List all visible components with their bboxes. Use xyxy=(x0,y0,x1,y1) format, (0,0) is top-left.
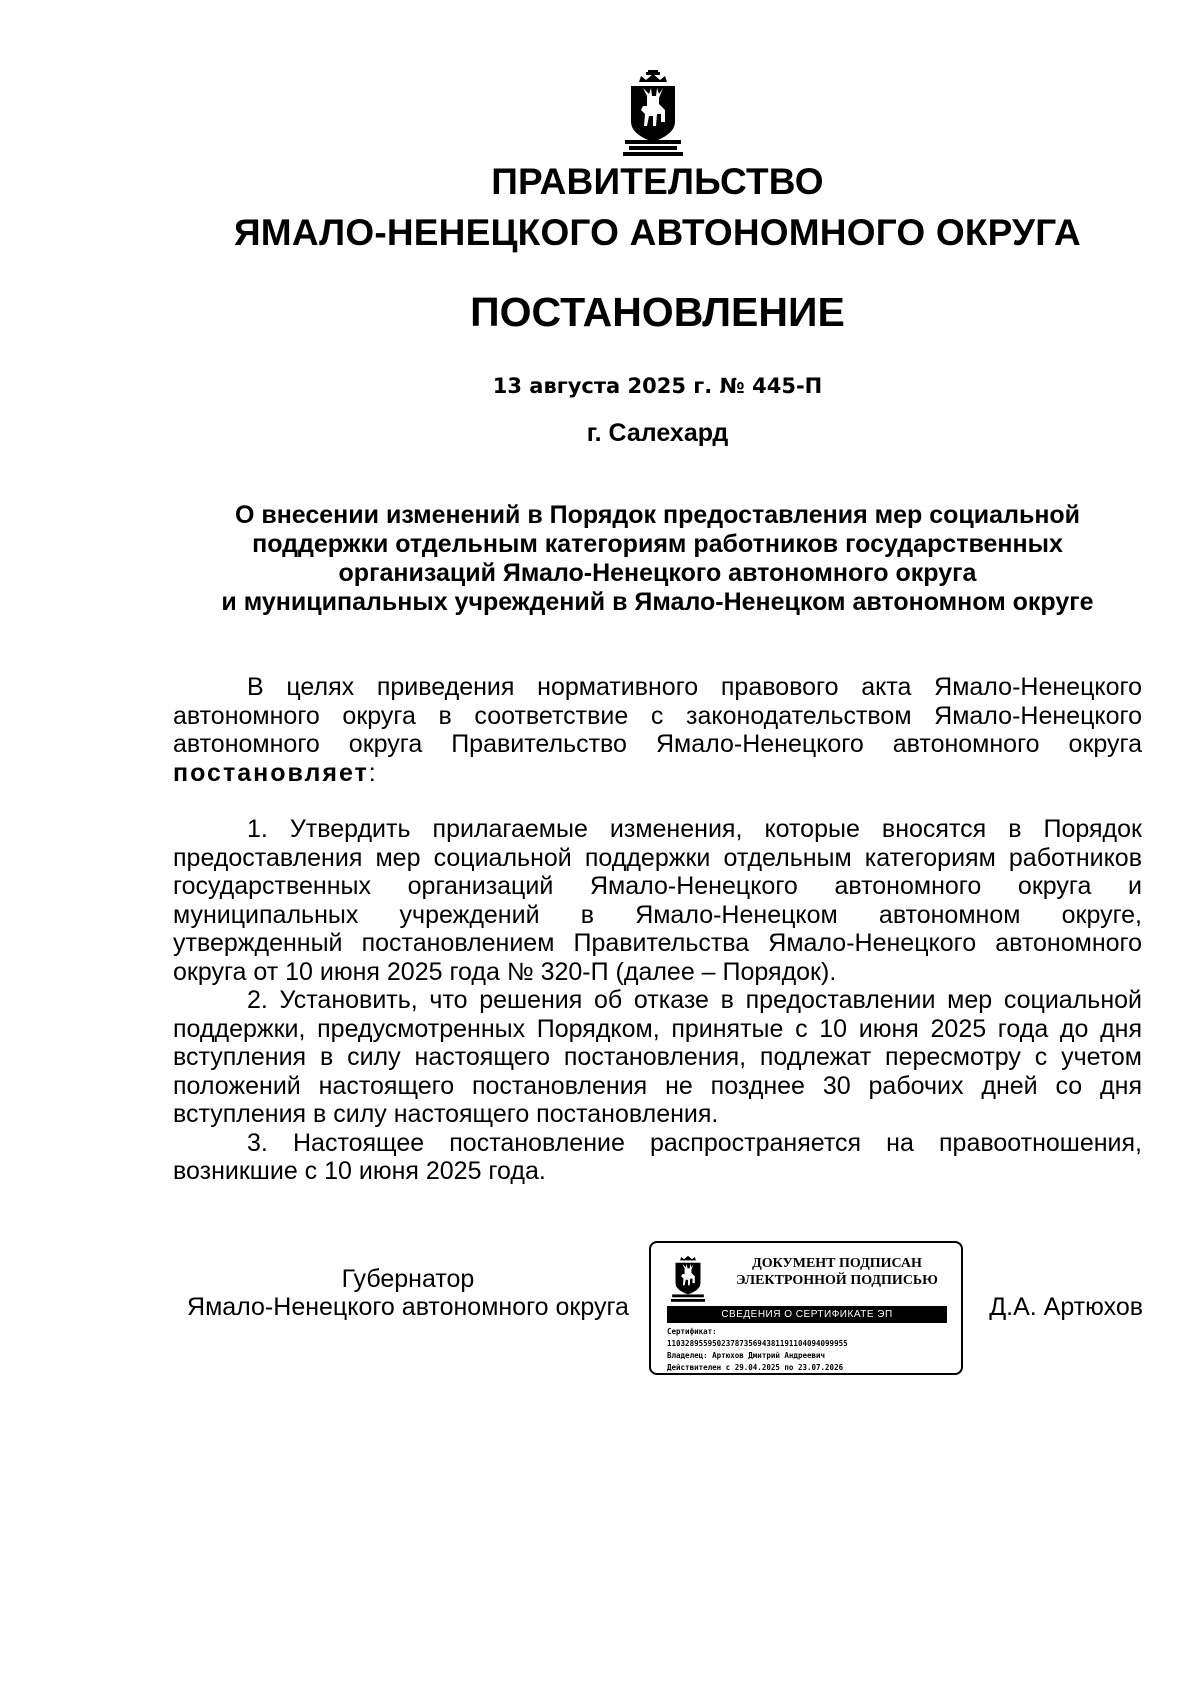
subject-line-2: поддержки отдельным категориям работников государственных xyxy=(252,530,1063,558)
intro-paragraph xyxy=(173,673,1142,787)
intro-keyword: постановляет xyxy=(173,758,369,787)
signatory-position xyxy=(173,1265,643,1321)
item-1: 1. Утвердить прилагаемые изменения, которые вносятся в Порядок предоставления мер социальной поддержки отдельным категориям работников государственных организаций Ямало-Ненецкого автономного округа и муниципальных учреждений в Ямало-Ненецком автономном округе, утвержденный постановлением Правительства Ямало-Ненецкого автономного округа от 10 июня 2025 года № 320-П (далее – Порядок). xyxy=(173,815,1142,986)
certificate-number: 1103289559502378735694381191104094099955 xyxy=(667,1339,848,1348)
certificate-details xyxy=(667,1326,957,1374)
item-3: 3. Настоящее постановление распространяется на правоотношения, возникшие с 10 июня 2025 года. xyxy=(173,1128,1142,1185)
position-line-1: Губернатор xyxy=(341,1265,475,1293)
stamp-title-line-1: ДОКУМЕНТ ПОДПИСАН xyxy=(752,1256,922,1271)
intro-colon: : xyxy=(368,758,376,787)
document-subject xyxy=(175,501,1140,617)
electronic-signature-stamp xyxy=(649,1241,963,1375)
coat-of-arms-icon xyxy=(623,70,683,156)
subject-line-4: и муниципальных учреждений в Ямало-Ненецком автономном округе xyxy=(221,588,1094,616)
certificate-info-bar: СВЕДЕНИЯ О СЕРТИФИКАТЕ ЭП xyxy=(667,1306,947,1323)
signatory-name: Д.А. Артюхов xyxy=(989,1293,1143,1321)
position-line-2: Ямало-Ненецкого автономного округа xyxy=(187,1293,629,1321)
certificate-label: Сертификат: xyxy=(667,1327,717,1336)
subject-line-3: организаций Ямало-Ненецкого автономного округа xyxy=(338,559,977,587)
city: г. Салехард xyxy=(586,419,729,447)
date-and-number: 13 августа 2025 г. № 445-П xyxy=(492,374,823,398)
intro-text: В целях приведения нормативного правового акта Ямало-Ненецкого автономного округа в соответствие с законодательством Ямало-Ненецкого автономного округа Правительство Ямало-Ненецкого автономного округа xyxy=(173,673,1142,758)
certificate-owner: Владелец: Артюхов Дмитрий Андреевич xyxy=(667,1351,826,1360)
document-type: ПОСТАНОВЛЕНИЕ xyxy=(470,289,845,335)
government-name xyxy=(0,156,1200,258)
government-line-2: ЯМАЛО-НЕНЕЦКОГО АВТОНОМНОГО ОКРУГА xyxy=(234,212,1081,253)
certificate-validity: Действителен с 29.04.2025 по 23.07.2026 xyxy=(667,1363,844,1372)
document-body xyxy=(173,673,1142,1186)
stamp-coat-of-arms-icon xyxy=(671,1253,705,1303)
subject-line-1: О внесении изменений в Порядок предоставления мер социальной xyxy=(234,501,1081,529)
government-line-1: ПРАВИТЕЛЬСТВО xyxy=(491,161,824,202)
stamp-title-line-2: ЭЛЕКТРОННОЙ ПОДПИСЬЮ xyxy=(736,1273,938,1288)
stamp-title xyxy=(721,1255,953,1289)
item-2: 2. Установить, что решения об отказе в предоставлении мер социальной поддержки, предусмотренных Порядком, принятые с 10 июня 2025 года до дня вступления в силу настоящего постановления, подлежат пересмотру с учетом положений настоящего постановления не позднее 30 рабочих дней со дня вступления в силу настоящего постановления. xyxy=(173,986,1142,1128)
